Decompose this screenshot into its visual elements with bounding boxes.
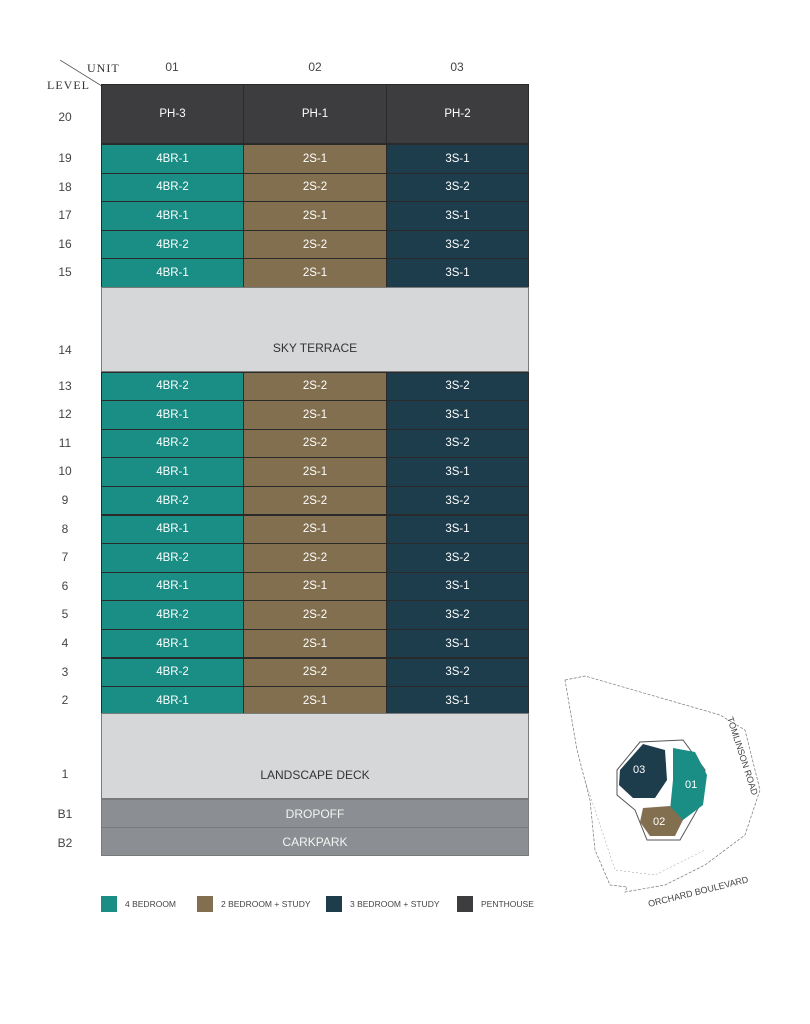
carpark-label: CARKPARK xyxy=(282,834,348,849)
level-label: 19 xyxy=(58,151,72,165)
sky-terrace-band xyxy=(101,287,529,372)
dropoff-band xyxy=(101,799,529,828)
unit-cell[interactable]: 4BR-2 xyxy=(101,486,244,516)
unit-cell-penthouse[interactable]: PH-2 xyxy=(386,84,529,144)
level-label: 12 xyxy=(58,407,72,422)
unit-cell[interactable]: 3S-2 xyxy=(386,230,529,260)
unit-cell[interactable]: 3S-2 xyxy=(386,543,529,573)
unit-cell[interactable]: 4BR-1 xyxy=(101,686,244,716)
unit-cell[interactable]: 4BR-2 xyxy=(101,230,244,260)
level-label: B1 xyxy=(57,807,73,821)
level-label: 18 xyxy=(58,179,72,194)
unit-cell[interactable]: 4BR-1 xyxy=(101,258,244,288)
unit-cell[interactable]: 3S-2 xyxy=(386,658,529,688)
unit-cell[interactable]: 2S-2 xyxy=(243,486,387,516)
unit-cell[interactable]: 4BR-2 xyxy=(101,543,244,573)
unit-cell[interactable]: 3S-1 xyxy=(386,629,529,659)
unit-cell[interactable]: 3S-1 xyxy=(386,400,529,430)
unit-cell[interactable]: 2S-2 xyxy=(243,543,387,573)
unit-cell[interactable]: 4BR-2 xyxy=(101,600,244,630)
level-label: 9 xyxy=(61,492,69,507)
level-label: 5 xyxy=(61,607,69,622)
unit-cell-penthouse[interactable]: PH-1 xyxy=(243,84,387,144)
unit-cell[interactable]: 3S-1 xyxy=(386,201,529,231)
unit-cell[interactable]: 2S-1 xyxy=(243,686,387,716)
unit-cell[interactable]: 2S-1 xyxy=(243,629,387,659)
unit-cell[interactable]: 3S-2 xyxy=(386,173,529,203)
legend-item-4-bedroom xyxy=(101,896,176,912)
unit-cell[interactable]: 2S-2 xyxy=(243,173,387,203)
unit-cell[interactable]: 2S-1 xyxy=(243,258,387,288)
unit-cell[interactable]: 3S-1 xyxy=(386,515,529,545)
level-label: 3 xyxy=(61,664,69,679)
level-label: 2 xyxy=(61,693,69,708)
unit-cell[interactable]: 2S-1 xyxy=(243,144,387,174)
level-label: 20 xyxy=(58,110,72,124)
unit-header-label: UNIT xyxy=(87,61,120,75)
legend-label: 2 BEDROOM + STUDY xyxy=(221,899,311,909)
level-label: 14 xyxy=(58,343,72,357)
unit-cell[interactable]: 3S-1 xyxy=(386,258,529,288)
tower-03-label: 03 xyxy=(633,764,646,776)
unit-cell[interactable]: 2S-1 xyxy=(243,400,387,430)
tower-02-label: 02 xyxy=(653,816,666,828)
unit-cell[interactable]: 3S-1 xyxy=(386,144,529,174)
level-label: 8 xyxy=(61,521,69,536)
column-header-02: 02 xyxy=(308,60,322,74)
level-label: 17 xyxy=(58,208,72,223)
unit-cell[interactable]: 2S-1 xyxy=(243,572,387,602)
orchard-boulevard-label: ORCHARD BOULEVARD xyxy=(647,874,750,909)
unit-cell[interactable]: 2S-2 xyxy=(243,230,387,260)
unit-cell[interactable]: 4BR-1 xyxy=(101,400,244,430)
legend-item-3-bedroom-study xyxy=(326,896,440,912)
unit-cell[interactable]: 2S-2 xyxy=(243,429,387,459)
level-label: 6 xyxy=(61,578,69,593)
legend-item-2-bedroom-study xyxy=(197,896,311,912)
unit-cell[interactable]: 2S-2 xyxy=(243,658,387,688)
level-label: 13 xyxy=(58,378,72,393)
unit-cell[interactable]: 4BR-2 xyxy=(101,429,244,459)
header-diagonal-divider xyxy=(60,60,105,88)
level-label: 16 xyxy=(58,236,72,251)
tomlinson-road-label: TOMLINSON ROAD xyxy=(725,715,760,797)
legend-swatch xyxy=(101,896,117,912)
unit-cell[interactable]: 4BR-1 xyxy=(101,201,244,231)
landscape-deck-band xyxy=(101,713,529,799)
level-label: 4 xyxy=(61,635,69,650)
unit-cell[interactable]: 3S-1 xyxy=(386,457,529,487)
level-label: B2 xyxy=(57,836,73,850)
unit-cell[interactable]: 3S-2 xyxy=(386,600,529,630)
unit-cell[interactable]: 2S-1 xyxy=(243,457,387,487)
unit-cell[interactable]: 4BR-1 xyxy=(101,515,244,545)
legend-label: PENTHOUSE xyxy=(481,899,534,909)
unit-cell[interactable]: 4BR-2 xyxy=(101,372,244,402)
legend-label: 4 BEDROOM xyxy=(125,899,177,909)
carpark-band xyxy=(101,827,529,856)
unit-cell[interactable]: 4BR-2 xyxy=(101,173,244,203)
column-header-01: 01 xyxy=(165,60,179,74)
unit-cell[interactable]: 4BR-1 xyxy=(101,457,244,487)
unit-cell[interactable]: 4BR-1 xyxy=(101,144,244,174)
landscape-deck-label: LANDSCAPE DECK xyxy=(260,768,370,782)
unit-cell[interactable]: 3S-2 xyxy=(386,372,529,402)
unit-cell[interactable]: 2S-1 xyxy=(243,515,387,545)
legend-swatch xyxy=(197,896,213,912)
column-header-03: 03 xyxy=(450,60,464,74)
unit-cell[interactable]: 3S-1 xyxy=(386,572,529,602)
legend-item-penthouse xyxy=(457,896,534,912)
unit-cell[interactable]: 2S-1 xyxy=(243,201,387,231)
unit-cell-penthouse[interactable]: PH-3 xyxy=(101,84,244,144)
unit-cell[interactable]: 3S-2 xyxy=(386,429,529,459)
level-label: 1 xyxy=(61,767,69,781)
legend-label: 3 BEDROOM + STUDY xyxy=(350,899,440,909)
level-header-label: LEVEL xyxy=(47,78,90,92)
unit-cell[interactable]: 3S-2 xyxy=(386,486,529,516)
level-label: 10 xyxy=(58,464,72,479)
unit-cell[interactable]: 4BR-2 xyxy=(101,658,244,688)
dropoff-label: DROPOFF xyxy=(285,806,345,821)
unit-cell[interactable]: 3S-1 xyxy=(386,686,529,716)
level-label: 11 xyxy=(58,435,72,450)
sky-terrace-label: SKY TERRACE xyxy=(272,341,358,355)
site-map xyxy=(555,670,795,920)
unit-cell[interactable]: 2S-2 xyxy=(243,372,387,402)
unit-cell[interactable]: 2S-2 xyxy=(243,600,387,630)
legend-swatch xyxy=(457,896,473,912)
unit-cell[interactable]: 4BR-1 xyxy=(101,629,244,659)
level-label: 15 xyxy=(58,265,72,280)
legend-swatch xyxy=(326,896,342,912)
level-label: 7 xyxy=(61,550,69,565)
unit-cell[interactable]: 4BR-1 xyxy=(101,572,244,602)
tower-01-label: 01 xyxy=(685,779,698,791)
